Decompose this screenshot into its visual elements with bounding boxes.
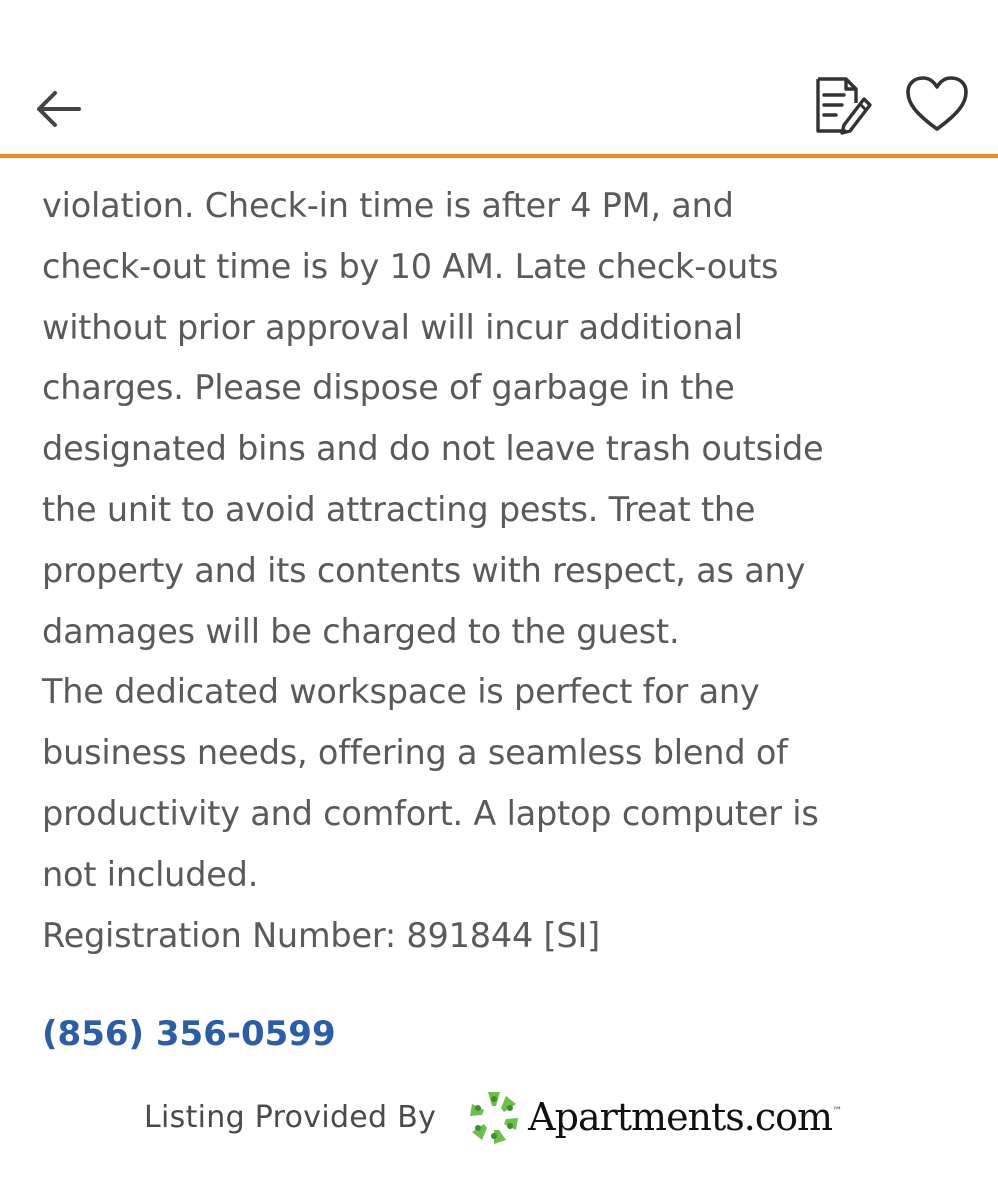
description-line: designated bins and do not leave trash outside xyxy=(42,429,824,469)
description-line: business needs, offering a seamless blend of xyxy=(42,733,788,773)
description-line: without prior approval will incur additional xyxy=(42,307,743,347)
description-line: The dedicated workspace is perfect for any xyxy=(42,672,760,712)
description-line: the unit to avoid attracting pests. Treat the xyxy=(42,489,756,529)
apartments-com-logo-icon xyxy=(466,1088,522,1146)
description-line: violation. Check-in time is after 4 PM, and xyxy=(42,186,734,225)
registration-number: Registration Number: 891844 [SI] xyxy=(42,915,600,955)
logo-trademark: ™ xyxy=(832,1106,843,1117)
description-line: check-out time is by 10 AM. Late check-outs xyxy=(42,246,779,286)
listing-description xyxy=(42,176,972,966)
description-line: property and its contents with respect, as any xyxy=(42,550,806,590)
notes-edit-icon xyxy=(810,75,872,135)
description-line: damages will be charged to the guest. xyxy=(42,611,680,651)
arrow-left-icon xyxy=(35,89,81,129)
listing-provider xyxy=(144,1082,842,1152)
description-line: charges. Please dispose of garbage in the xyxy=(42,368,735,408)
notes-button[interactable] xyxy=(806,72,876,138)
heart-outline-icon xyxy=(905,75,969,133)
apartments-com-logo[interactable] xyxy=(466,1088,842,1146)
phone-link[interactable]: (856) 356-0599 xyxy=(42,1014,336,1054)
favorite-button[interactable] xyxy=(900,70,974,138)
provider-label: Listing Provided By xyxy=(144,1099,437,1135)
back-button[interactable] xyxy=(30,84,86,134)
description-line: productivity and comfort. A laptop computer is xyxy=(42,793,819,833)
description-line: not included. xyxy=(42,854,259,894)
top-app-bar xyxy=(0,0,998,158)
logo-wordmark: Apartments.com xyxy=(528,1095,833,1139)
